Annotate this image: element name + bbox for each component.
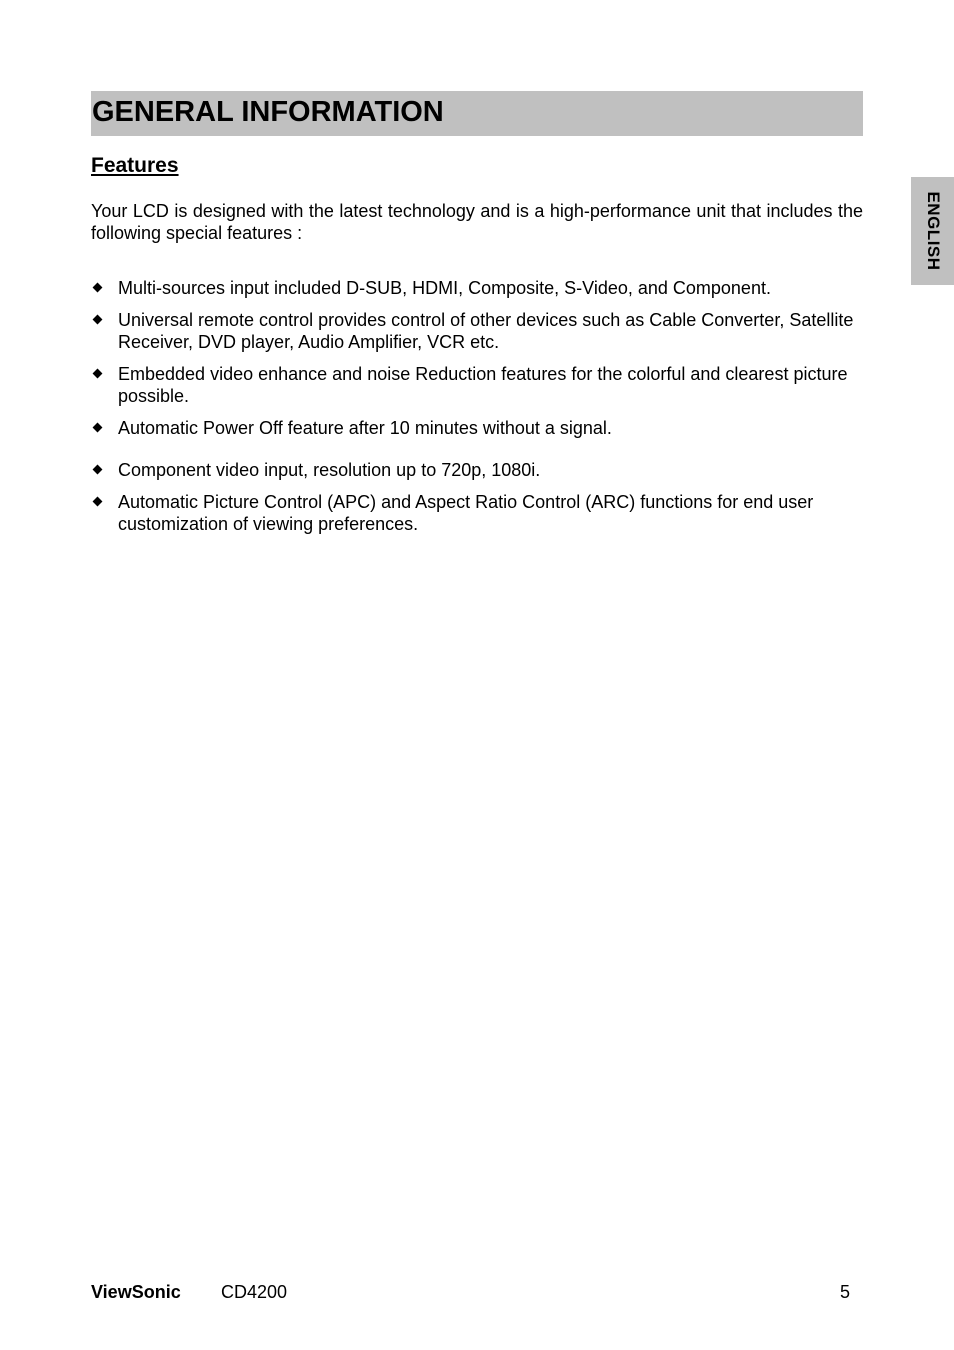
list-item xyxy=(91,277,863,299)
diamond-bullet-icon xyxy=(93,497,103,507)
section-header-band xyxy=(91,91,863,136)
footer-model: CD4200 xyxy=(221,1282,288,1302)
feature-text: Universal remote control provides control of other devices such as Cable Converter, Satellite Receiver, DVD player, Audio Amplifier, VCR etc. xyxy=(118,310,854,352)
page-footer xyxy=(0,1281,954,1305)
features-heading: Features xyxy=(91,154,179,177)
feature-text: Embedded video enhance and noise Reduction features for the colorful and clearest picture possible. xyxy=(118,364,848,406)
features-intro-paragraph: Your LCD is designed with the latest technology and is a high-performance unit that includes the following special features : xyxy=(91,201,863,243)
feature-text: Automatic Power Off feature after 10 minutes without a signal. xyxy=(118,418,612,438)
page-number: 5 xyxy=(840,1282,851,1302)
feature-text: Automatic Picture Control (APC) and Aspect Ratio Control (ARC) functions for end user customization of viewing preferences. xyxy=(118,492,814,534)
language-tab xyxy=(911,177,954,285)
footer-brand: ViewSonic xyxy=(91,1282,181,1302)
list-item xyxy=(91,363,863,407)
language-tab-label: ENGLISH xyxy=(923,191,943,271)
diamond-bullet-icon xyxy=(93,315,103,325)
list-item xyxy=(91,459,863,481)
list-item xyxy=(91,309,863,353)
feature-text: Component video input, resolution up to 720p, 1080i. xyxy=(118,460,541,480)
list-item xyxy=(91,417,863,439)
diamond-bullet-icon xyxy=(93,465,103,475)
diamond-bullet-icon xyxy=(93,423,103,433)
list-item xyxy=(91,491,863,535)
page-title: GENERAL INFORMATION xyxy=(92,96,444,128)
feature-text: Multi-sources input included D-SUB, HDMI, Composite, S-Video, and Component. xyxy=(118,278,771,298)
diamond-bullet-icon xyxy=(93,369,103,379)
diamond-bullet-icon xyxy=(93,283,103,293)
